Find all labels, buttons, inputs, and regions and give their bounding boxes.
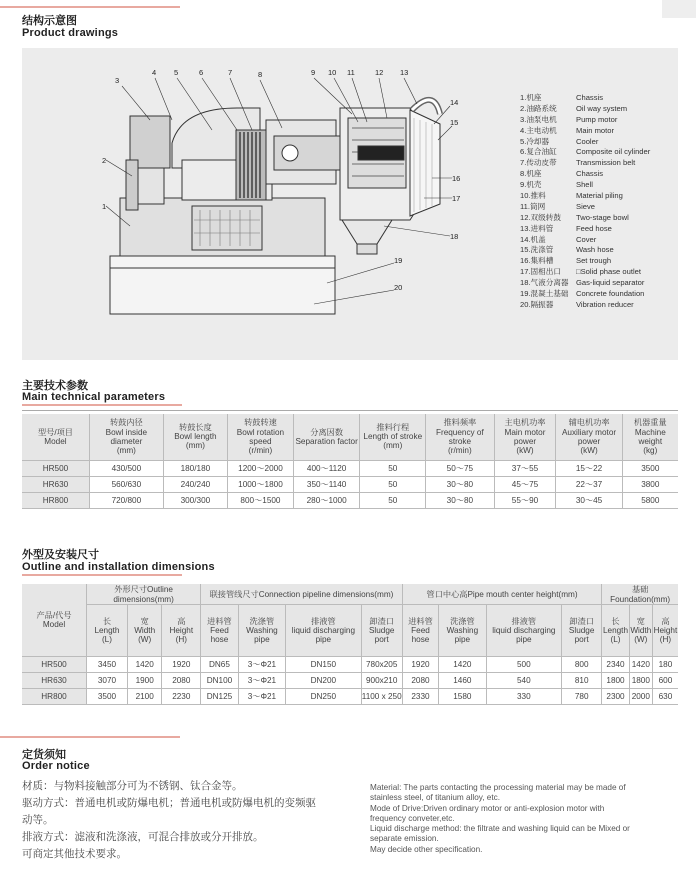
header-unit: (L) xyxy=(101,635,112,645)
value-cell: 22～37 xyxy=(556,476,622,492)
value-cell: 50 xyxy=(360,476,426,492)
header-cn: 进料管 xyxy=(207,616,232,626)
header-cn: 高 xyxy=(661,616,670,626)
note-en-line: Material: The parts contacting the processing material may be made of xyxy=(370,783,626,792)
legend-item-en: Cover xyxy=(576,234,597,244)
legend-item-en: Chassis xyxy=(576,93,604,102)
legend-item-cn: 12.双级转鼓 xyxy=(520,212,561,222)
legend-item xyxy=(520,126,650,137)
callout-5: 5 xyxy=(174,68,179,77)
table-row xyxy=(22,492,678,508)
legend-item-en: Concrete foundation xyxy=(576,289,645,299)
value-cell: 1460 xyxy=(439,673,486,689)
header-cn: 主电机功率 xyxy=(504,418,546,428)
value-cell: 30～80 xyxy=(426,492,494,508)
callout-11: 11 xyxy=(347,68,355,77)
callout-4: 4 xyxy=(152,68,157,77)
value-cell: DN250 xyxy=(286,689,362,705)
legend-item-en: Transmission belt xyxy=(576,158,636,168)
value-cell: 1580 xyxy=(439,689,486,705)
legend-item-cn: 20.隔振器 xyxy=(520,299,554,309)
value-cell: 720/800 xyxy=(89,492,163,508)
value-cell: 1420 xyxy=(439,657,486,673)
note-en-line: frequency conveter,etc. xyxy=(370,813,455,823)
outline-sub-header xyxy=(238,605,285,657)
header-en: Bowl length xyxy=(174,432,217,442)
legend-item xyxy=(520,256,650,267)
note-cn-line: 材质：与物料接触部分可为不锈钢、钛合金等。 xyxy=(22,780,243,792)
value-cell: 3070 xyxy=(87,673,128,689)
header-en: Width xyxy=(630,625,652,635)
tech-header-cell xyxy=(227,414,293,460)
value-cell: 540 xyxy=(486,673,562,689)
callout-10: 10 xyxy=(328,68,337,77)
header-cn: 进料管 xyxy=(408,616,433,626)
value-cell: 3800 xyxy=(622,476,678,492)
header-en: Feed hose xyxy=(411,625,430,645)
callout-7: 7 xyxy=(228,68,233,77)
value-cell: 50～75 xyxy=(426,460,494,476)
legend-item xyxy=(520,115,650,126)
header-cn: 排液管 xyxy=(311,616,336,626)
callout-14: 14 xyxy=(450,98,459,107)
legend-item-en: Sieve xyxy=(576,201,595,211)
legend-item-cn: 4.主电动机 xyxy=(520,125,557,135)
callout-16: 16 xyxy=(452,174,461,183)
outline-sub-header xyxy=(402,605,438,657)
value-cell: 2230 xyxy=(162,689,201,705)
value-cell: 810 xyxy=(562,673,602,689)
value-cell: DN100 xyxy=(201,673,239,689)
tech-header-cell xyxy=(22,414,89,460)
value-cell: 630 xyxy=(652,689,678,705)
value-cell: 1420 xyxy=(629,657,652,673)
header-unit: (L) xyxy=(610,635,621,645)
callout-20: 20 xyxy=(394,283,403,292)
outline-group-header: 基础Foundation(mm) xyxy=(602,584,678,605)
top-accent-line xyxy=(0,6,180,8)
legend-item xyxy=(520,245,650,256)
tech-header-cell xyxy=(89,414,163,460)
header-en: Model xyxy=(44,436,67,446)
legend-item-cn: 17.固相出口 xyxy=(520,267,561,277)
value-cell: 800～1500 xyxy=(227,492,293,508)
header-cn: 转鼓转速 xyxy=(244,418,277,428)
legend-item xyxy=(520,267,650,278)
outline-sub-header xyxy=(162,605,201,657)
outline-group-header: 联接管线尺寸Connection pipeline dimensions(mm) xyxy=(201,584,403,605)
order-notes-cn xyxy=(22,778,362,863)
outline-sub-header xyxy=(486,605,562,657)
value-cell: 30～80 xyxy=(426,476,494,492)
value-cell: 350～1140 xyxy=(293,476,359,492)
header-unit: (mm) xyxy=(383,441,403,451)
header-cn: 排液管 xyxy=(511,616,537,626)
legend-item-cn: 1.机座 xyxy=(520,93,542,102)
value-cell: 1920 xyxy=(162,657,201,673)
value-cell: 1900 xyxy=(127,673,161,689)
tech-params-table xyxy=(22,414,678,509)
callout-8: 8 xyxy=(258,70,263,79)
value-cell: 780 xyxy=(562,689,602,705)
header-unit: (kW) xyxy=(580,445,598,455)
legend-item-cn: 14.机盖 xyxy=(520,234,546,244)
legend-item-cn: 6.复合油缸 xyxy=(520,147,557,157)
value-cell: 1000～1800 xyxy=(227,476,293,492)
outline-dims-table xyxy=(22,584,678,705)
header-en: Height xyxy=(653,625,678,635)
corner-tab xyxy=(662,0,696,18)
tech-header-cell xyxy=(293,414,359,460)
outline-sub-header xyxy=(602,605,629,657)
technical-title-cn: 主要技术参数 xyxy=(22,380,88,392)
note-cn-line: 可商定其他技术要求。 xyxy=(22,848,127,860)
legend-item-en: Set trough xyxy=(576,256,612,266)
concrete-foundation-shape xyxy=(110,256,335,314)
callout-6: 6 xyxy=(199,68,204,77)
header-cn: 推料频率 xyxy=(443,418,477,428)
value-cell: 1200～2000 xyxy=(227,460,293,476)
value-cell: 3500 xyxy=(87,689,128,705)
legend-item xyxy=(520,224,650,235)
legend-item-en: Composite oil cylinder xyxy=(576,147,651,157)
header-en: Feed hose xyxy=(210,625,229,645)
note-en-line: Mode of Drive:Driven ordinary motor or anti-explosion motor with xyxy=(370,803,605,813)
header-en: Separation factor xyxy=(295,436,358,446)
table-row xyxy=(22,460,678,476)
header-cn: 宽 xyxy=(636,616,645,626)
order-accent-line xyxy=(0,736,180,738)
header-cn: 宽 xyxy=(140,616,149,626)
value-cell: 780x205 xyxy=(361,657,402,673)
table-row xyxy=(22,673,678,689)
value-cell: 180/180 xyxy=(163,460,227,476)
order-title-cn: 定货须知 xyxy=(22,749,66,761)
legend-item-cn: 2.油路系统 xyxy=(520,103,557,113)
callout-3: 3 xyxy=(115,76,120,85)
legend-item-en: Chassis xyxy=(576,169,604,179)
header-cn: 推料行程 xyxy=(376,422,410,432)
value-cell: 330 xyxy=(486,689,562,705)
model-cell: HR500 xyxy=(22,657,87,673)
value-cell: 560/630 xyxy=(89,476,163,492)
value-cell: 2330 xyxy=(402,689,438,705)
header-cn: 转鼓内径 xyxy=(109,418,143,428)
value-cell: 1800 xyxy=(602,673,629,689)
value-cell: 50 xyxy=(360,492,426,508)
legend-item-en: Main motor xyxy=(576,125,614,135)
value-cell: 2100 xyxy=(127,689,161,705)
value-cell: 1920 xyxy=(402,657,438,673)
legend-item xyxy=(520,235,650,246)
outline-group-header: 管口中心高Pipe mouth center height(mm) xyxy=(402,584,601,605)
header-unit: (H) xyxy=(659,635,672,645)
callout-18: 18 xyxy=(450,232,459,241)
value-cell: 400～1120 xyxy=(293,460,359,476)
legend-item-en: □Solid phase outlet xyxy=(576,267,641,277)
legend-item-en: Feed hose xyxy=(576,223,612,233)
legend-item xyxy=(520,104,650,115)
value-cell: 180 xyxy=(652,657,678,673)
parts-legend xyxy=(520,93,650,311)
outline-sub-header xyxy=(286,605,362,657)
header-unit: (r/min) xyxy=(248,445,273,455)
value-cell: 3～Φ21 xyxy=(238,689,285,705)
legend-item-cn: 8.机座 xyxy=(520,169,542,179)
header-cn: 长 xyxy=(102,616,112,626)
header-cn: 洗涤管 xyxy=(450,616,475,626)
header-en: Frequency of stroke xyxy=(435,427,484,446)
callout-17: 17 xyxy=(452,194,461,203)
header-cn: 洗涤管 xyxy=(249,616,275,626)
value-cell: 3～Φ21 xyxy=(238,657,285,673)
order-title-en: Order notice xyxy=(22,760,90,772)
legend-item xyxy=(520,93,650,104)
callout-13: 13 xyxy=(400,68,409,77)
value-cell: 5800 xyxy=(622,492,678,508)
value-cell: 240/240 xyxy=(163,476,227,492)
header-en: Washing pipe xyxy=(246,625,278,645)
outline-sub-header xyxy=(439,605,486,657)
legend-item-en: Oil way system xyxy=(576,103,628,113)
legend-item-cn: 5.冷却器 xyxy=(520,136,550,146)
value-cell: 800 xyxy=(562,657,602,673)
order-notes-en xyxy=(370,783,680,855)
model-cell: HR800 xyxy=(22,492,89,508)
header-cn: 分离因数 xyxy=(310,427,344,437)
header-cn: 高 xyxy=(177,616,186,626)
header-en: Model xyxy=(42,620,66,629)
technical-accent-line xyxy=(22,404,182,406)
legend-item-en: Gas-liquid separator xyxy=(576,278,645,288)
value-cell: 1800 xyxy=(629,673,652,689)
outline-title-cn: 外型及安装尺寸 xyxy=(22,549,99,561)
legend-item xyxy=(520,191,650,202)
value-cell: 2080 xyxy=(162,673,201,689)
technical-title-en: Main technical parameters xyxy=(22,391,166,403)
header-en: Auxiliary motor power xyxy=(561,427,617,446)
header-cn: 卸渣口 xyxy=(369,616,394,626)
value-cell: 3～Φ21 xyxy=(238,673,285,689)
header-en: Length xyxy=(602,625,629,635)
value-cell: 900x210 xyxy=(361,673,402,689)
legend-item xyxy=(520,147,650,158)
header-en: Bowl rotation speed xyxy=(236,427,285,446)
header-unit: (W) xyxy=(634,635,648,645)
legend-item-cn: 16.集料槽 xyxy=(520,256,554,266)
model-cell: HR800 xyxy=(22,689,87,705)
legend-item xyxy=(520,158,650,169)
header-en: Width xyxy=(134,625,156,635)
legend-item-cn: 7.传动皮带 xyxy=(520,158,557,168)
value-cell: DN65 xyxy=(201,657,239,673)
tech-header-cell xyxy=(622,414,678,460)
outline-sub-header xyxy=(201,605,239,657)
legend-item-cn: 3.油泵电机 xyxy=(520,114,557,124)
value-cell: 2340 xyxy=(602,657,629,673)
outline-sub-header xyxy=(361,605,402,657)
outline-sub-header xyxy=(629,605,652,657)
legend-item-en: Vibration reducer xyxy=(576,299,634,309)
legend-item xyxy=(520,300,650,311)
outline-model-header xyxy=(22,584,87,657)
legend-item-cn: 13.进料管 xyxy=(520,223,554,233)
technical-rule xyxy=(22,410,678,411)
value-cell: 50 xyxy=(360,460,426,476)
value-cell: 30～45 xyxy=(556,492,622,508)
legend-item-en: Wash hose xyxy=(576,245,614,255)
note-cn-line: 排液方式：滤液和洗涤液，可混合排放或分开排放。 xyxy=(22,831,264,843)
note-en-line: Liquid discharge method: the filtrate and washing liquid can be Mixed or xyxy=(370,824,630,834)
header-cn: 机器重量 xyxy=(633,418,667,428)
header-en: Bowl inside diameter xyxy=(105,427,148,446)
outline-sub-header xyxy=(127,605,161,657)
callout-19: 19 xyxy=(394,256,403,265)
legend-item xyxy=(520,169,650,180)
callout-9: 9 xyxy=(311,68,316,77)
tech-header-cell xyxy=(163,414,227,460)
value-cell: 15～22 xyxy=(556,460,622,476)
value-cell: 600 xyxy=(652,673,678,689)
outline-accent-line xyxy=(22,574,182,576)
note-cn-line: 驱动方式：普通电机或防爆电机；普通电机或防爆电机的变频驱 xyxy=(22,797,316,809)
header-unit: (mm) xyxy=(116,445,136,455)
legend-item-cn: 10.推料 xyxy=(520,191,546,201)
header-unit: (H) xyxy=(175,635,187,645)
header-unit: (mm) xyxy=(185,441,205,451)
table-row xyxy=(22,689,678,705)
value-cell: 3450 xyxy=(87,657,128,673)
header-cn: 转鼓长度 xyxy=(179,422,212,432)
callout-1: 1 xyxy=(102,202,107,211)
header-unit: (W) xyxy=(138,635,152,645)
header-en: Sludge port xyxy=(568,625,595,645)
outline-sub-header xyxy=(562,605,602,657)
callout-2: 2 xyxy=(102,156,107,165)
header-en: Main motor power xyxy=(504,427,546,446)
drawings-title-cn: 结构示意图 xyxy=(22,15,77,27)
header-cn: 产品/代号 xyxy=(36,610,72,620)
outline-sub-header xyxy=(652,605,678,657)
note-en-line: stainless steel, of titanium alloy, etc. xyxy=(370,793,500,803)
legend-item-cn: 19.混凝土基础 xyxy=(520,289,569,299)
legend-item-cn: 18.气液分离器 xyxy=(520,278,569,288)
value-cell: 2300 xyxy=(602,689,629,705)
header-en: Height xyxy=(169,625,194,635)
header-en: Sludge port xyxy=(368,625,395,645)
tech-header-cell xyxy=(494,414,556,460)
header-en: liquid discharging pipe xyxy=(291,625,355,645)
value-cell: DN200 xyxy=(286,673,362,689)
value-cell: 55～90 xyxy=(494,492,556,508)
value-cell: DN150 xyxy=(286,657,362,673)
note-en-line: separate emission. xyxy=(370,834,439,844)
legend-item-cn: 11.筒网 xyxy=(520,201,546,211)
legend-item xyxy=(520,289,650,300)
header-cn: 辅电机功率 xyxy=(568,418,610,428)
value-cell: 430/500 xyxy=(89,460,163,476)
header-en: Length xyxy=(94,625,120,635)
value-cell: 2080 xyxy=(402,673,438,689)
header-cn: 型号/项目 xyxy=(37,427,73,437)
legend-item xyxy=(520,137,650,148)
legend-item-en: Cooler xyxy=(576,136,599,146)
header-unit: (kW) xyxy=(516,445,534,455)
value-cell: 280～1000 xyxy=(293,492,359,508)
legend-item xyxy=(520,202,650,213)
table-row xyxy=(22,476,678,492)
outline-sub-header xyxy=(87,605,128,657)
note-en-line: May decide other specification. xyxy=(370,844,483,854)
legend-item xyxy=(520,213,650,224)
legend-item-en: Pump motor xyxy=(576,114,618,124)
legend-item-en: Two-stage bowl xyxy=(576,212,629,222)
value-cell: DN125 xyxy=(201,689,239,705)
table-row xyxy=(22,657,678,673)
outline-title-en: Outline and installation dimensions xyxy=(22,561,215,573)
value-cell: 1420 xyxy=(127,657,161,673)
value-cell: 300/300 xyxy=(163,492,227,508)
note-cn-line: 动等。 xyxy=(22,814,54,826)
value-cell: 1100 x 250 xyxy=(361,689,402,705)
model-cell: HR630 xyxy=(22,673,87,689)
header-en: liquid discharging pipe xyxy=(492,625,556,645)
tech-header-cell xyxy=(426,414,494,460)
drawings-title-en: Product drawings xyxy=(22,27,119,39)
value-cell: 37～55 xyxy=(494,460,556,476)
header-cn: 卸渣口 xyxy=(569,616,594,626)
legend-item-en: Material piling xyxy=(576,191,623,201)
header-unit: (r/min) xyxy=(448,445,472,455)
legend-item-cn: 9.机壳 xyxy=(520,180,542,190)
outline-group-header: 外形尺寸Outline dimensions(mm) xyxy=(87,584,201,605)
legend-item-cn: 15.洗涤管 xyxy=(520,245,554,255)
header-unit: (kg) xyxy=(643,445,658,455)
header-en: Machine weight xyxy=(634,427,666,446)
model-cell: HR630 xyxy=(22,476,89,492)
header-en: Length of stroke xyxy=(363,432,423,442)
value-cell: 45～75 xyxy=(494,476,556,492)
legend-item-en: Shell xyxy=(576,180,593,190)
tech-header-cell xyxy=(360,414,426,460)
legend-item xyxy=(520,180,650,191)
callout-15: 15 xyxy=(450,118,459,127)
legend-item xyxy=(520,278,650,289)
value-cell: 500 xyxy=(486,657,562,673)
header-en: Washing pipe xyxy=(446,625,479,645)
header-cn: 长 xyxy=(611,616,620,626)
tech-header-cell xyxy=(556,414,622,460)
value-cell: 3500 xyxy=(622,460,678,476)
value-cell: 2000 xyxy=(629,689,652,705)
model-cell: HR500 xyxy=(22,460,89,476)
callout-12: 12 xyxy=(375,68,384,77)
